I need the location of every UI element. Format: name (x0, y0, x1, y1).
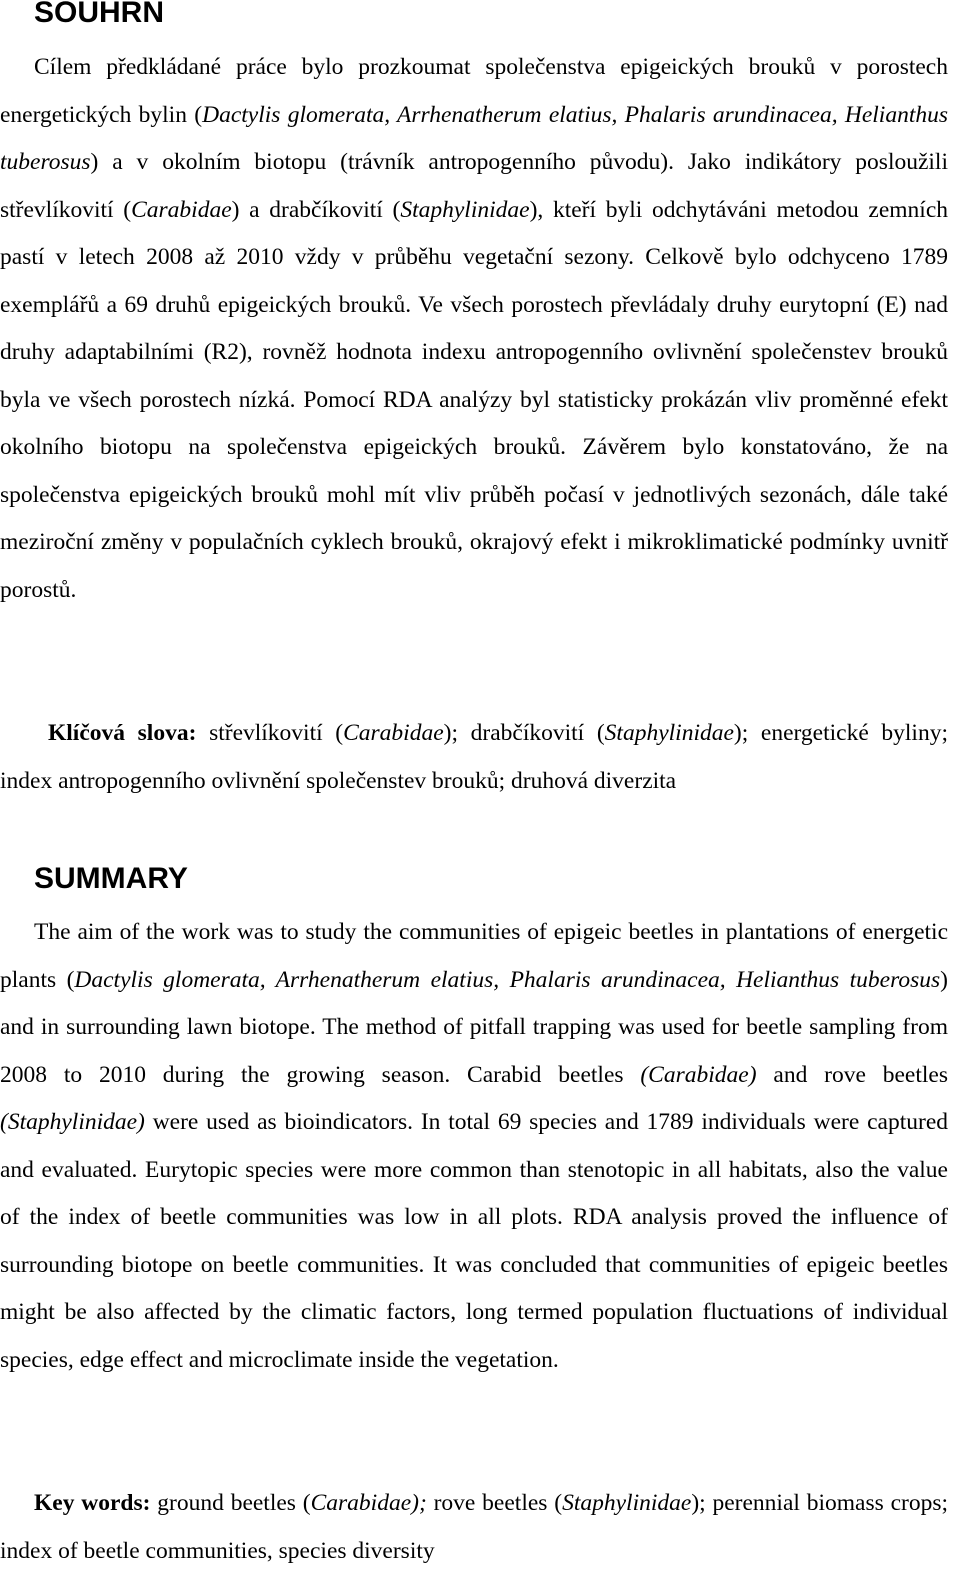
taxon-name: Staphylinidae (400, 196, 530, 223)
souhrn-abstract (0, 44, 948, 614)
taxon-name: Staphylinidae (604, 720, 734, 746)
text-run: ), kteří byli odchytáváni metodou zemních pastí v letech 2008 až 2010 vždy v průběhu vegetační sezony. Celkově bylo odchyceno 1789 exemplářů a 69 druhů epigeických brouků. Ve všech porostech převládaly druhy eurytopní (E) nad druhy adaptabilními (R2), rovněž hodnota indexu antropogenního ovlivnění společenstev brouků byla ve všech porostech nízká. Pomocí RDA analýzy byl statisticky prokázán vliv proměnné efekt okolního biotopu na společenstva epigeických brouků. Závěrem bylo konstatováno, že na společenstva epigeických brouků mohl mít vliv průběh počasí v jednotlivých sezonách, dále také meziroční změny v populačních cyklech brouků, okrajový efekt i mikroklimatické podmínky uvnitř porostů. (0, 196, 949, 603)
species-names: Dactylis glomerata, Arrhenatherum elatius, Phalaris arundinacea, Helianthus tuberosus (74, 966, 941, 993)
text-run: střevlíkovití ( (196, 720, 344, 746)
summary-heading: SUMMARY (34, 862, 188, 895)
summary-keywords (0, 1480, 948, 1575)
keywords-label: Klíčová slova: (48, 720, 197, 746)
text-run: ); drabčíkovití ( (443, 720, 605, 746)
text-run: ) and in surrounding lawn biotope. The method of pitfall trapping was used for beetle sampling from 2008 to 2010 during the growing season. Carabid beetles (0, 966, 948, 1088)
species-names: Dactylis glomerata, Arrhenatherum elatius, Phalaris arundinacea, Helianthus tuberosus (0, 101, 948, 175)
souhrn-keywords (0, 710, 948, 805)
text-run: rove beetles ( (426, 1490, 563, 1516)
text-run: ); perennial biomass crops; index of beetle communities, species diversity (0, 1490, 949, 1564)
text-run: and rove beetles (756, 1061, 948, 1088)
taxon-name: Carabidae (131, 196, 232, 223)
taxon-name: Carabidae); (310, 1490, 427, 1516)
text-run: ) a drabčíkovití ( (231, 196, 401, 223)
text-run: ground beetles ( (150, 1490, 311, 1516)
summary-abstract (0, 909, 948, 1384)
text-run: ) a v okolním biotopu (trávník antropogenního původu). Jako indikátory posloužili střevlíkovití ( (0, 149, 948, 223)
taxon-name: (Staphylinidae) (0, 1109, 145, 1135)
taxon-name: (Carabidae) (640, 1061, 757, 1088)
text-run: Cílem předkládané práce bylo prozkoumat společenstva epigeických brouků v porostech energetických bylin ( (0, 54, 948, 128)
keywords-label: Key words: (34, 1490, 151, 1516)
text-run: ); energetické byliny; index antropogenního ovlivnění společenstev brouků; druhová diverzita (0, 720, 948, 794)
souhrn-heading: SOUHRN (34, 0, 165, 29)
taxon-name: Staphylinidae (562, 1490, 692, 1516)
taxon-name: Carabidae (343, 720, 444, 746)
text-run: The aim of the work was to study the communities of epigeic beetles in plantations of energetic plants ( (0, 919, 948, 993)
text-run: were used as bioindicators. In total 69 species and 1789 individuals were captured and evaluated. Eurytopic species were more common than stenotopic in all habitats, also the value of the index of beetle communities was low in all plots. RDA analysis proved the influence of surrounding biotope on beetle communities. It was concluded that communities of epigeic beetles might be also affected by the climatic factors, long termed population fluctuations of individual species, edge effect and microclimate inside the vegetation. (0, 1109, 948, 1373)
